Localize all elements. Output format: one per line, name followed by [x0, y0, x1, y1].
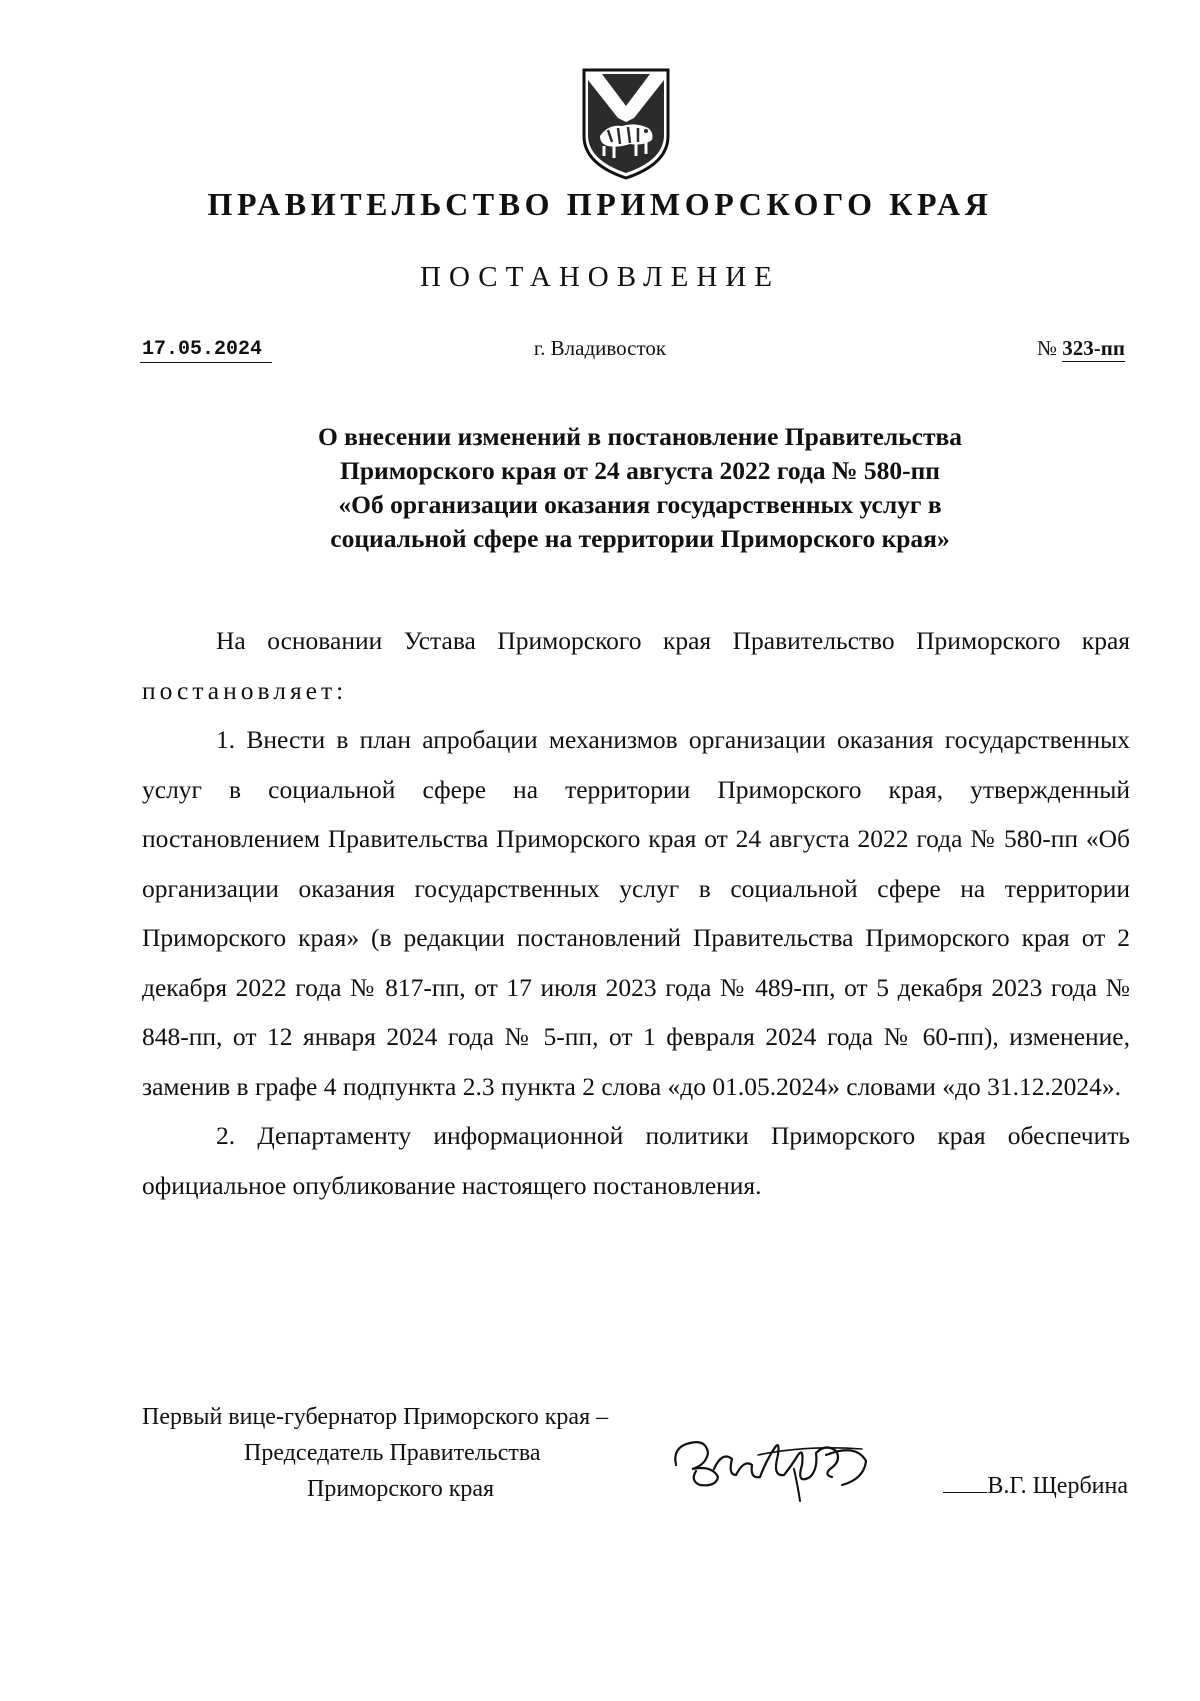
signatory-position-line: Приморского края [307, 1476, 495, 1502]
signature-line [943, 1492, 987, 1493]
signatory-position-line: Председатель Правительства [244, 1440, 541, 1466]
decree-title [190, 420, 1090, 556]
decree-date: 17.05.2024 [140, 338, 272, 363]
decree-body [142, 616, 1130, 1210]
decree-title-line: социальной сфере на территории Приморского края» [330, 524, 950, 553]
decree-title-line: Приморского края от 24 августа 2022 года № 580-пп [340, 456, 940, 485]
item-2-paragraph: 2. Департаменту информационной политики Приморского края обеспечить официальное опубликование настоящего постановления. [142, 1121, 1130, 1200]
decree-number-prefix: № [1037, 336, 1063, 360]
preamble-verb: постановляет: [142, 675, 348, 705]
handwritten-signature [666, 1425, 896, 1505]
decree-number [1037, 336, 1125, 361]
signatory-position [142, 1399, 608, 1507]
signer-name: В.Г. Щербина [987, 1473, 1128, 1499]
decree-title-line: «Об организации оказания государственных услуг в [338, 490, 942, 519]
organization-title: ПРАВИТЕЛЬСТВО ПРИМОРСКОГО КРАЯ [207, 186, 993, 222]
item-1-paragraph: 1. Внести в план апробации механизмов организации оказания государственных услуг в социальной сфере на территории Приморского края, утвержденный постановлением Правительства Приморского края от 24 августа 2022 года № 580-пп «Об организации оказания государственных услуг в социальной сфере на территории Приморского края» (в редакции постановлений Правительства Приморского края от 2 декабря 2022 года № 817-пп, от 17 июля 2023 года № 489-пп, от 5 декабря 2023 года № 848-пп, от 12 января 2024 года № 5-пп, от 1 февраля 2024 года № 60-пп), изменение, заменив в графе 4 подпункта 2.3 пункта 2 слова «до 01.05.2024» словами «до 31.12.2024». [142, 725, 1130, 1101]
decree-city: г. Владивосток [533, 336, 667, 360]
preamble-text: На основании Устава Приморского края Правительство Приморского края [216, 626, 1130, 655]
decree-title-line: О внесении изменений в постановление Правительства [317, 422, 963, 451]
coat-of-arms-icon [578, 66, 674, 182]
document-type: ПОСТАНОВЛЕНИЕ [420, 261, 780, 293]
decree-number-value: 323-пп [1062, 336, 1125, 360]
signatory-position-line: Первый вице-губернатор Приморского края – [142, 1404, 609, 1430]
preamble-paragraph [142, 616, 1130, 715]
signer-block [943, 1473, 1128, 1500]
